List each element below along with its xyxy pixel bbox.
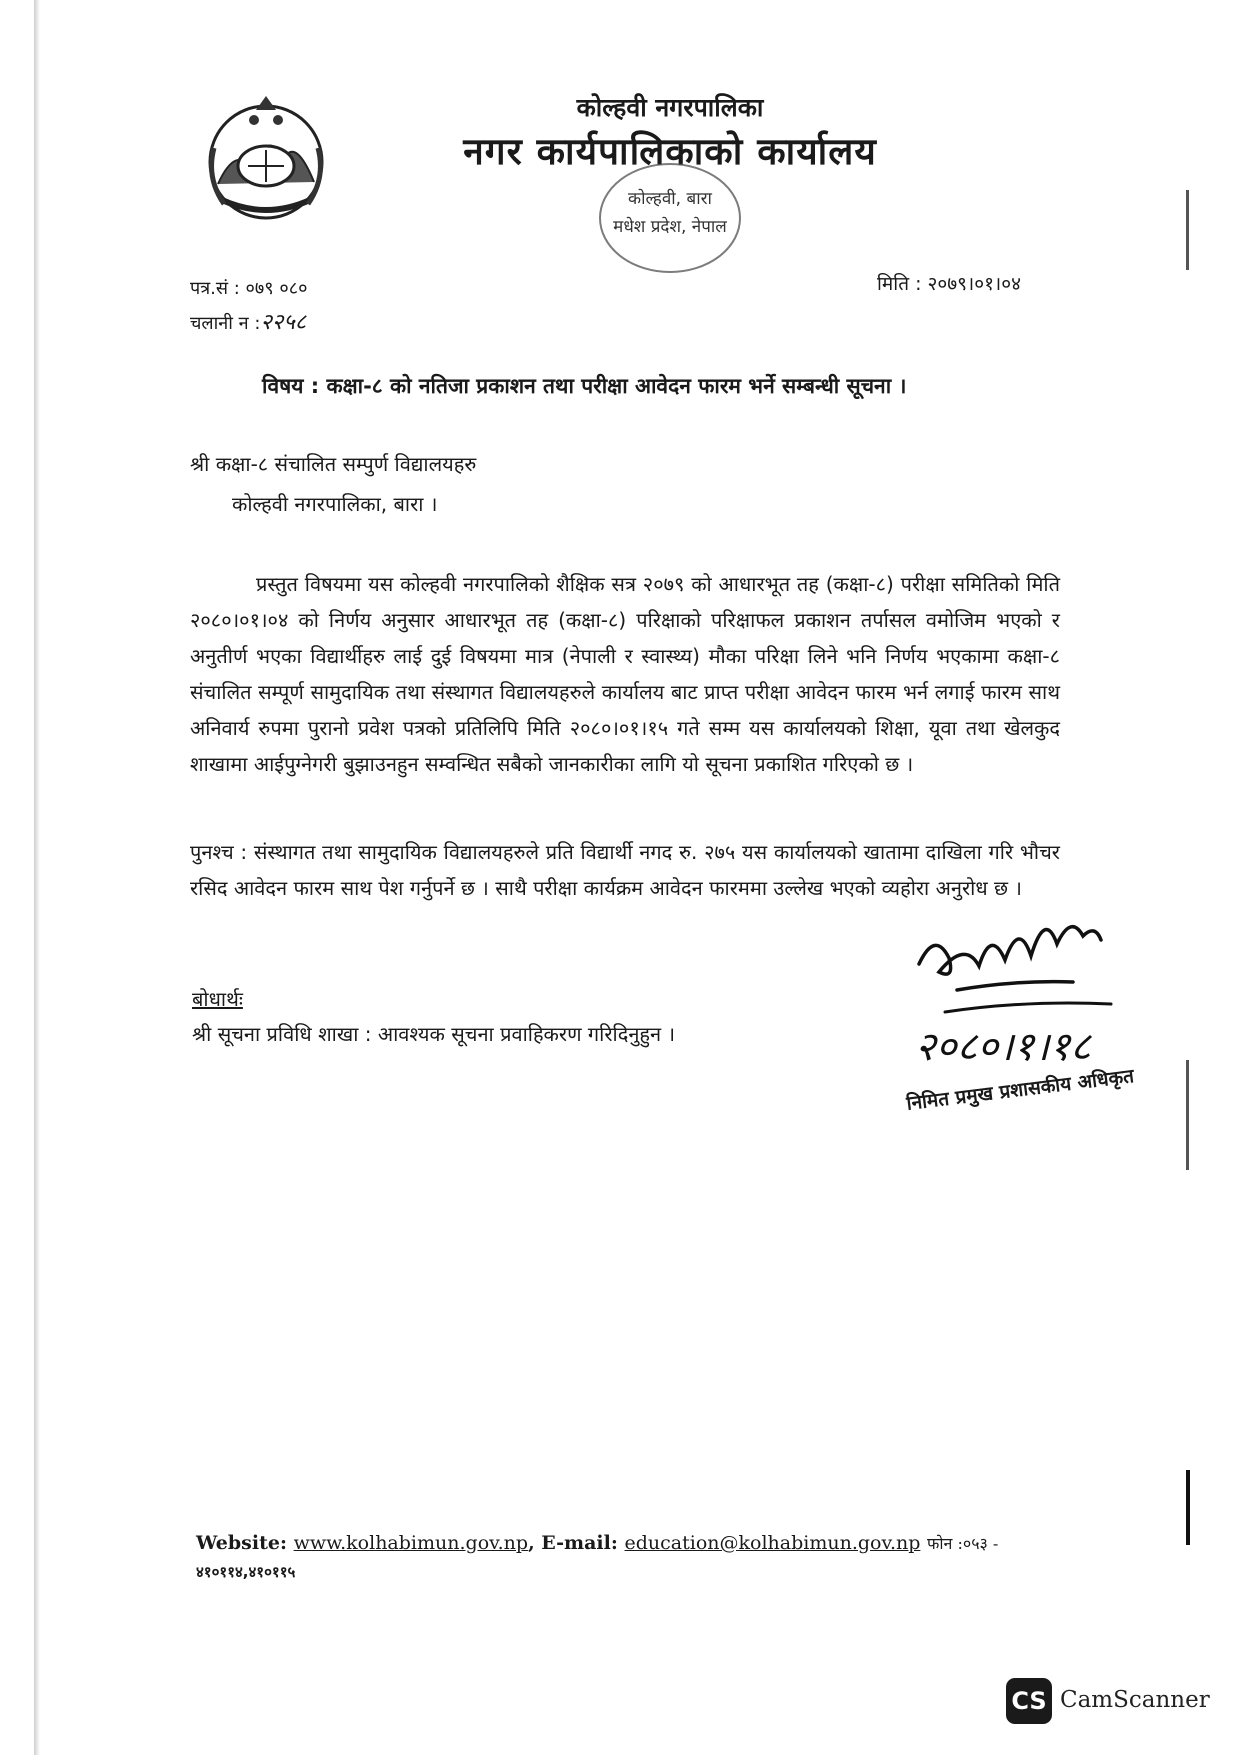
postscript — [190, 834, 1060, 906]
body-text: प्रस्तुत विषयमा यस कोल्हवी नगरपालिको शैक्षिक सत्र २०७९ को आधारभूत तह (कक्षा-८) परीक्षा समितिको मिति २०८०।०१।०४ को निर्णय अनुसार आधारभूत तह (कक्षा-८) परिक्षाको परिक्षाफल प्रकाशन तर्पासल वमोजिम भएको र अनुतीर्ण भएका विद्यार्थीहरु लाई दुई विषयमा मात्र (नेपाली र स्वास्थ्य) मौका परिक्षा लिने भनि निर्णय भएकामा कक्षा-८ संचालित सम्पूर्ण सामुदायिक तथा संस्थागत विद्यालयहरुले कार्यालय बाट प्राप्त परीक्षा आवेदन फारम भर्न लगाई फारम साथ अनिवार्य रुपमा पुरानो प्रवेश पत्रको प्रतिलिपि मिति २०८०।०१।१५ गते सम्म यस कार्यालयको शिक्षा, यूवा तथा खेलकुद शाखामा आईपुग्नेगरी बुझाउनहुन सम्वन्धित सबैको जानकारीका लागि यो सूचना प्रकाशित गरिएको छ । — [190, 572, 1060, 776]
email-link[interactable]: education@kolhabimun.gov.np — [624, 1532, 921, 1554]
signature-date: २०८०।१।१८ — [915, 1024, 1091, 1070]
addressee-line-1: श्री कक्षा-८ संचालित सम्पुर्ण विद्यालयहरु — [190, 452, 477, 476]
camscanner-logo-icon: CS — [1006, 1678, 1052, 1724]
addressee-line-2: कोल्हवी नगरपालिका, बारा । — [232, 492, 438, 516]
stamp-line-1: कोल्हवी, बारा — [628, 189, 712, 209]
signatory-designation: निमित प्रमुख प्रशासकीय अधिकृत — [905, 1065, 1136, 1115]
dispatch-label: चलानी न : — [190, 313, 261, 334]
camscanner-watermark — [1006, 1678, 1216, 1728]
page-edge-shadow — [34, 0, 40, 1755]
letter-number: पत्र.सं : ०७९ ०८० — [190, 278, 308, 299]
dispatch-handwritten: २२५८ — [260, 310, 307, 335]
municipality-name: कोल्हवी नगरपालिका — [576, 93, 764, 122]
nepal-emblem-icon — [196, 88, 336, 228]
office-stamp — [580, 158, 760, 278]
scan-edge-mark — [1186, 190, 1189, 270]
website-link[interactable]: www.kolhabimun.gov.np — [293, 1532, 529, 1554]
footer-contact — [196, 1532, 1056, 1554]
bodharth-recipient: श्री सूचना प्रविधि शाखा : आवश्यक सूचना प्रवाहिकरण गरिदिनुहुन । — [192, 1022, 676, 1046]
dispatch-number — [190, 306, 306, 336]
office-title: नगर कार्यपालिकाको कार्यालय — [463, 130, 877, 173]
email-label: , E-mail: — [528, 1532, 618, 1554]
phone-label: फोन :०५३ - — [927, 1534, 999, 1553]
camscanner-text: CamScanner — [1060, 1687, 1210, 1713]
bodharth-label: बोधार्थः — [192, 987, 243, 1011]
scan-edge-mark — [1186, 1470, 1190, 1545]
letter-date: मिति : २०७९।०१।०४ — [877, 273, 1021, 295]
body-paragraph — [190, 566, 1060, 782]
stamp-line-2: मधेश प्रदेश, नेपाल — [613, 217, 727, 237]
phone-numbers: ४१०११४,४१०११५ — [196, 1563, 296, 1581]
postscript-text: पुनश्च : संस्थागत तथा सामुदायिक विद्यालयहरुले प्रति विद्यार्थी नगद रु. २७५ यस कार्यालयको खातामा दाखिला गरि भौचर रसिद आवेदन फारम साथ पेश गर्नुपर्ने छ । साथै परीक्षा कार्यक्रम आवेदन फारममा उल्लेख भएको व्यहोरा अनुरोध छ । — [190, 840, 1060, 900]
scan-edge-mark — [1186, 1060, 1189, 1170]
letter-subject: विषय : कक्षा-८ को नतिजा प्रकाशन तथा परीक्षा आवेदन फारम भर्ने सम्बन्धी सूचना । — [262, 374, 907, 398]
website-label: Website: — [196, 1532, 287, 1554]
